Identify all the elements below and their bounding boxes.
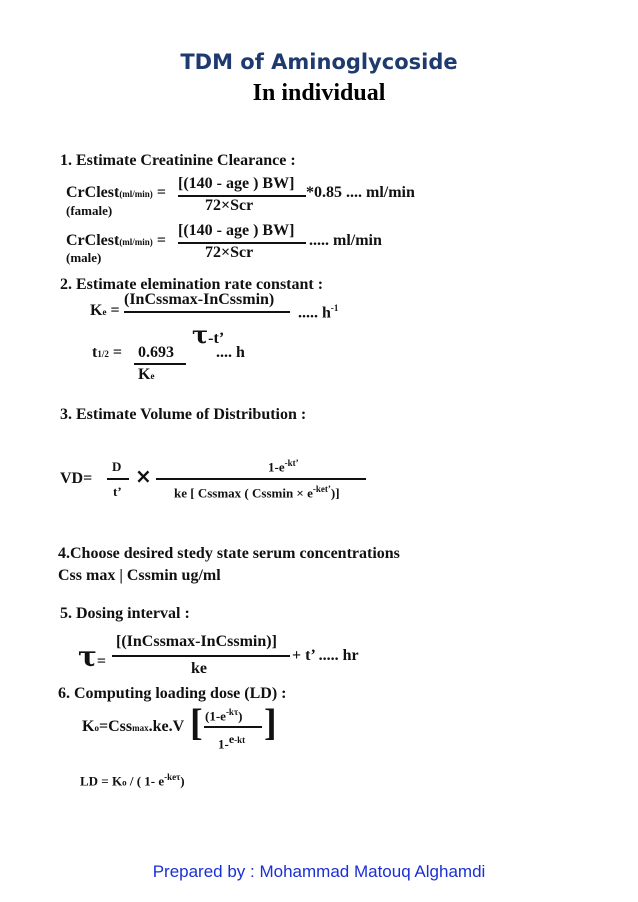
vd-num-base: 1-e <box>268 459 285 475</box>
page-title: TDM of Aminoglycoside <box>180 50 458 74</box>
crcl-female-lhs-text: CrClest <box>66 184 120 201</box>
crcl-male-label: (male) <box>66 250 102 265</box>
section-3-heading: 3. Estimate Volume of Distribution : <box>60 406 307 423</box>
ke-eq: = <box>106 302 120 319</box>
thalf-den-text: K <box>138 366 151 383</box>
crcl-female-eq: = <box>156 184 166 201</box>
ke-fraction-bar <box>124 311 290 313</box>
thalf-lhs <box>92 344 122 362</box>
section-4-line-2: Css max | Cssmin ug/ml <box>58 567 221 584</box>
ko-br-num-end: ) <box>238 708 243 724</box>
ld-sup: -keτ <box>164 772 181 782</box>
thalf-lhs-sub: 1/2 <box>97 349 109 359</box>
section-2-heading: 2. Estimate elemination rate constant : <box>60 276 324 293</box>
ke-lhs-text: K <box>90 302 103 319</box>
ko-lhs-text: K <box>82 718 95 735</box>
ke-numerator: (InCssmax-InCssmin) <box>124 291 275 308</box>
ke-tail-text: ..... h <box>298 304 331 322</box>
vd-den-main: ke [ Cssmax ( Cssmin × e <box>174 485 313 501</box>
tau-fraction-bar <box>112 655 290 657</box>
ko-br-den-base: 1- <box>218 736 229 752</box>
crcl-female-lhs <box>66 184 166 202</box>
crcl-female-numerator: [(140 - age ) BW] <box>178 175 295 192</box>
ko-bracket-open: [ <box>190 702 203 744</box>
tau-eq: = <box>96 653 106 670</box>
ko-br-den-sup2: -kt <box>234 735 246 745</box>
tau-denominator: ke <box>191 660 207 677</box>
ko-bracket-close: ] <box>264 702 277 744</box>
ke-lhs <box>90 302 120 320</box>
ko-eq: =Css <box>98 718 133 735</box>
ko-br-den-sup: e <box>228 732 235 746</box>
thalf-lhs-text: t <box>92 344 98 361</box>
ko-lhs <box>82 718 184 736</box>
vd-den-end: )] <box>330 485 340 501</box>
ld-text: LD = K <box>80 773 123 789</box>
crcl-female-denominator: 72×Scr <box>205 197 254 214</box>
vd-num-sup: -kt’ <box>284 458 299 468</box>
crcl-male-lhs-sub: (ml/min) <box>119 237 153 247</box>
crcl-female-tail: *0.85 .... ml/min <box>306 184 415 201</box>
section-6-heading: 6. Computing loading dose (LD) : <box>58 685 287 702</box>
tau-numerator: [(InCssmax-InCssmin)] <box>116 633 277 650</box>
section-5-heading: 5. Dosing interval : <box>60 605 190 622</box>
vd-fraction-bar <box>156 478 366 480</box>
ld-mid: / ( 1- e <box>126 773 165 789</box>
vd-den-sup: -ket’ <box>312 484 331 494</box>
ko-eq-sub: max <box>132 723 149 733</box>
vd-denominator <box>174 484 340 501</box>
crcl-male-numerator: [(140 - age ) BW] <box>178 222 295 239</box>
footer-credit: Prepared by : Mohammad Matouq Alghamdi <box>152 862 486 881</box>
vd-times: × <box>135 464 152 488</box>
thalf-fraction-bar <box>134 363 186 365</box>
tau-symbol: τ <box>192 320 209 349</box>
crcl-female-label: (famale) <box>66 203 113 218</box>
crcl-male-lhs <box>66 232 166 250</box>
tau-lhs-symbol: τ <box>78 640 97 673</box>
ld-formula <box>80 772 185 789</box>
thalf-eq: = <box>108 344 122 361</box>
vd-d-denominator: t’ <box>113 484 122 499</box>
crcl-male-lhs-text: CrClest <box>66 232 120 249</box>
ko-bracket-fraction-bar <box>204 726 262 728</box>
page-subtitle: In individual <box>252 80 386 106</box>
ko-rest: .ke.V <box>148 718 185 735</box>
thalf-den-sub: e <box>150 371 155 381</box>
thalf-numerator: 0.693 <box>138 344 174 361</box>
crcl-male-tail: ..... ml/min <box>309 232 382 249</box>
ld-end: ) <box>180 773 185 789</box>
tau-lhs <box>78 640 106 673</box>
tau-tail: + t’ ..... hr <box>292 647 359 664</box>
ko-br-num-sup: -kτ <box>225 707 239 717</box>
section-1-heading: 1. Estimate Creatinine Clearance : <box>60 152 296 169</box>
ko-lhs-sub: o <box>94 723 99 733</box>
ko-bracket-numerator <box>205 707 242 724</box>
ld-sub: o <box>122 777 127 788</box>
ke-lhs-sub: e <box>102 307 107 317</box>
thalf-denominator <box>138 366 154 384</box>
ke-tail <box>298 303 338 322</box>
crcl-female-lhs-sub: (ml/min) <box>119 189 153 199</box>
crcl-male-eq: = <box>156 232 166 249</box>
section-4-line-1: 4.Choose desired stedy state serum concentrations <box>58 545 400 562</box>
thalf-tail: .... h <box>216 344 245 361</box>
ke-tail-sup: -1 <box>330 303 339 313</box>
ke-denominator-rest: -t’ <box>208 330 225 347</box>
vd-lhs: VD= <box>60 470 93 487</box>
vd-d-fraction-bar <box>107 478 129 480</box>
vd-d-numerator: D <box>112 459 122 474</box>
ko-bracket-denominator <box>218 732 245 752</box>
ko-br-num-base: (1-e <box>205 708 226 724</box>
vd-numerator <box>268 458 299 475</box>
crcl-male-denominator: 72×Scr <box>205 244 254 261</box>
